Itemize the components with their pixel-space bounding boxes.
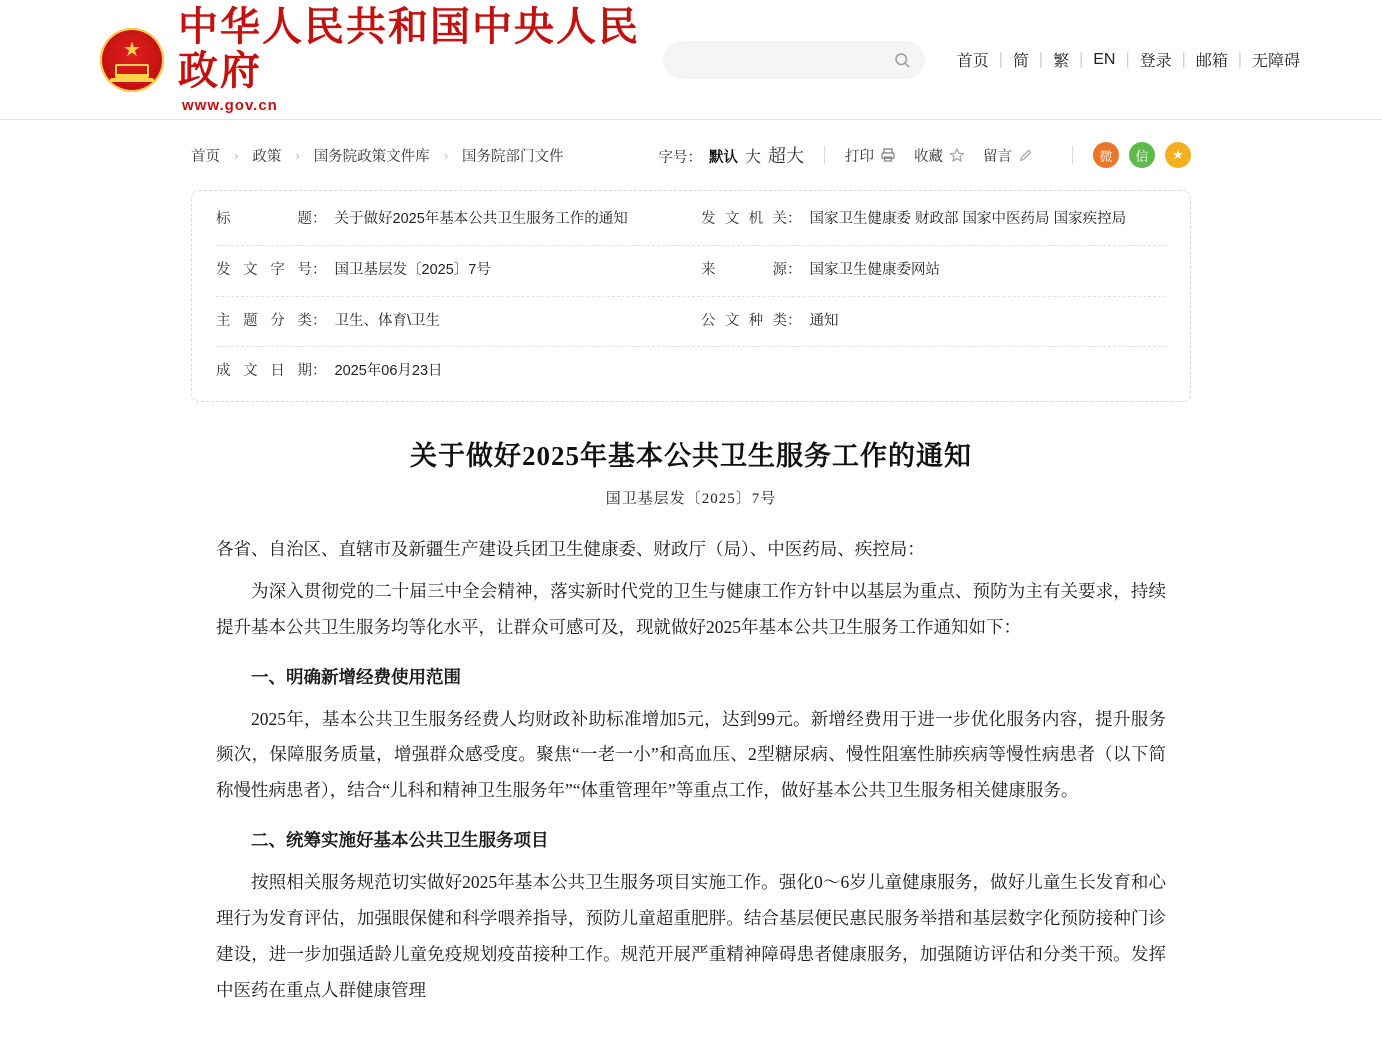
nav-link-english[interactable]: EN [1093, 50, 1116, 68]
printer-icon[interactable] [880, 147, 896, 163]
meta-value: 国家卫生健康委网站 [809, 261, 940, 278]
fontsize-label: 字号： [658, 150, 702, 166]
brand-text [178, 5, 663, 114]
article-section-heading: 二、统筹实施好基本公共卫生服务项目 [251, 830, 549, 851]
nav-separator: | [1079, 50, 1084, 68]
meta-colon: ： [312, 211, 327, 227]
nav-link-simplified[interactable]: 简 [1012, 53, 1029, 70]
nav-separator: | [1038, 50, 1044, 68]
meta-row [216, 195, 1166, 246]
fontsize-control [658, 142, 804, 168]
nav-separator: | [1125, 50, 1130, 68]
meta-colon: ： [312, 363, 327, 380]
nav-link-traditional[interactable]: 繁 [1053, 53, 1070, 70]
article-paragraph: 2025年，基本公共卫生服务经费人均财政补助标准增加5元，达到99元。新增经费用于进一步优化服务内容，提升服务频次，保障服务质量，增强群众感受度。聚焦“一老一小”和高血压、2型糖尿病、慢性阻塞性肺疾病等慢性病患者（以下简称慢性病患者），结合“儿科和精神卫生服务年”“体重管理年”等重点工作，做好基本公共卫生服务相关健康服务。 [216, 708, 1166, 801]
comment-label: 留言 [983, 148, 1012, 165]
meta-colon: ： [787, 312, 802, 329]
meta-docnumber-field [216, 246, 691, 296]
toolbar-actions [658, 142, 1191, 168]
site-brand[interactable] [100, 5, 663, 114]
meta-row [216, 297, 1166, 348]
meta-label: 标题 [216, 211, 312, 227]
meta-value: 国卫基层发〔2025〕7号 [334, 261, 491, 278]
header-right [663, 41, 1310, 79]
meta-issuer-field [691, 195, 1166, 245]
fontsize-large[interactable]: 大 [744, 149, 761, 166]
meta-category-field [216, 297, 691, 347]
qzone-icon[interactable]: ★ [1165, 142, 1191, 168]
article-section-heading: 一、明确新增经费使用范围 [251, 666, 461, 687]
chevron-right-icon: › [295, 147, 300, 163]
meta-doctype-field [691, 297, 1166, 347]
meta-value: 卫生、体育\卫生 [334, 312, 441, 329]
breadcrumb-toolbar [191, 120, 1191, 178]
meta-date-field [216, 347, 691, 397]
nav-separator: | [998, 50, 1003, 68]
chevron-right-icon: › [443, 147, 449, 163]
meta-value: 通知 [809, 312, 839, 329]
meta-colon: ： [787, 261, 802, 278]
nav-separator: | [1181, 50, 1186, 68]
site-domain: www.gov.cn [182, 97, 278, 114]
toolbar-divider [1072, 146, 1073, 164]
weibo-icon[interactable]: 微 [1093, 142, 1119, 168]
document-meta-panel [191, 190, 1191, 402]
article-paragraph: 按照相关服务规范切实做好2025年基本公共卫生服务项目实施工作。强化0～6岁儿童健康服务，做好儿童生长发育和心理行为发育评估，加强眼保健和科学喂养指导，预防儿童超重肥胖。结合基层便民惠民服务举措和基层数字化预防接种门诊建设，进一步加强适龄儿童免疫规划疫苗接种工作。规范开展严重精神障碍患者健康服务，加强随访评估和分类干预。发挥中医药在重点人群健康管理 [216, 872, 1166, 1000]
meta-colon: ： [312, 261, 327, 278]
meta-colon: ： [312, 312, 327, 329]
meta-label: 主题分类 [216, 312, 312, 329]
emblem-base-shape [110, 78, 154, 82]
wechat-icon[interactable]: 信 [1129, 142, 1155, 168]
nav-link-accessibility[interactable]: 无障碍 [1251, 53, 1300, 70]
meta-row [216, 246, 1166, 297]
breadcrumb-item-doc-library[interactable]: 国务院政策文件库 [313, 148, 430, 165]
nav-link-mail[interactable]: 邮箱 [1195, 53, 1228, 70]
comment-button[interactable] [983, 145, 1034, 166]
search-input[interactable] [677, 51, 893, 69]
article-paragraph: 各省、自治区、直辖市及新疆生产建设兵团卫生健康委、财政厅（局）、中医药局、疾控局： [216, 539, 925, 559]
meta-label: 来源 [701, 261, 787, 278]
meta-label: 发文机关 [701, 211, 787, 227]
national-emblem-icon [100, 28, 164, 92]
meta-value: 2025年06月23日 [334, 363, 443, 380]
article-paragraph: 为深入贯彻党的二十届三中全会精神，落实新时代党的卫生与健康工作方针中以基层为重点、预防为主有关要求，持续提升基本公共卫生服务均等化水平，让群众可感可及，现就做好2025年基本公共卫生服务工作通知如下： [216, 580, 1166, 637]
meta-empty-field [691, 347, 1166, 397]
meta-title-field [216, 195, 691, 245]
header-nav [947, 48, 1310, 71]
meta-row [216, 347, 1166, 397]
toolbar-divider [824, 146, 825, 164]
meta-source-field [691, 246, 1166, 296]
favorite-label: 收藏 [914, 148, 943, 165]
emblem-gate-shape [115, 64, 149, 78]
document-number: 国卫基层发〔2025〕7号 [605, 491, 777, 507]
pencil-icon[interactable] [1018, 147, 1034, 163]
star-icon[interactable] [949, 147, 965, 163]
breadcrumb-item-policy[interactable]: 政策 [252, 148, 282, 165]
meta-value: 国家卫生健康委 财政部 国家中医药局 国家疾控局 [809, 211, 1127, 227]
search-icon[interactable] [893, 51, 911, 69]
meta-colon: ： [787, 211, 802, 227]
print-label: 打印 [845, 148, 874, 165]
breadcrumb [191, 145, 564, 166]
meta-value: 关于做好2025年基本公共卫生服务工作的通知 [334, 211, 628, 227]
page-title: 关于做好2025年基本公共卫生服务工作的通知 [410, 441, 972, 471]
emblem-star-icon: ★ [123, 38, 141, 61]
meta-label: 成文日期 [216, 363, 312, 380]
site-header [0, 0, 1382, 120]
site-title: 中华人民共和国中央人民政府 [178, 4, 640, 93]
print-button[interactable] [845, 145, 896, 166]
meta-label: 发文字号 [216, 261, 312, 278]
share-buttons [1093, 142, 1191, 168]
breadcrumb-item-home[interactable]: 首页 [191, 148, 220, 165]
search-box[interactable] [663, 41, 925, 79]
meta-label: 公文种类 [701, 312, 787, 329]
fontsize-xlarge[interactable]: 超大 [768, 146, 804, 166]
chevron-right-icon: › [234, 147, 239, 163]
fontsize-default[interactable]: 默认 [708, 150, 738, 166]
breadcrumb-item-dept-docs[interactable]: 国务院部门文件 [462, 148, 564, 165]
nav-separator: | [1237, 50, 1242, 68]
nav-link-home[interactable]: 首页 [956, 53, 989, 70]
favorite-button[interactable] [914, 145, 965, 166]
document-body [216, 402, 1166, 1055]
nav-link-login[interactable]: 登录 [1139, 53, 1172, 70]
